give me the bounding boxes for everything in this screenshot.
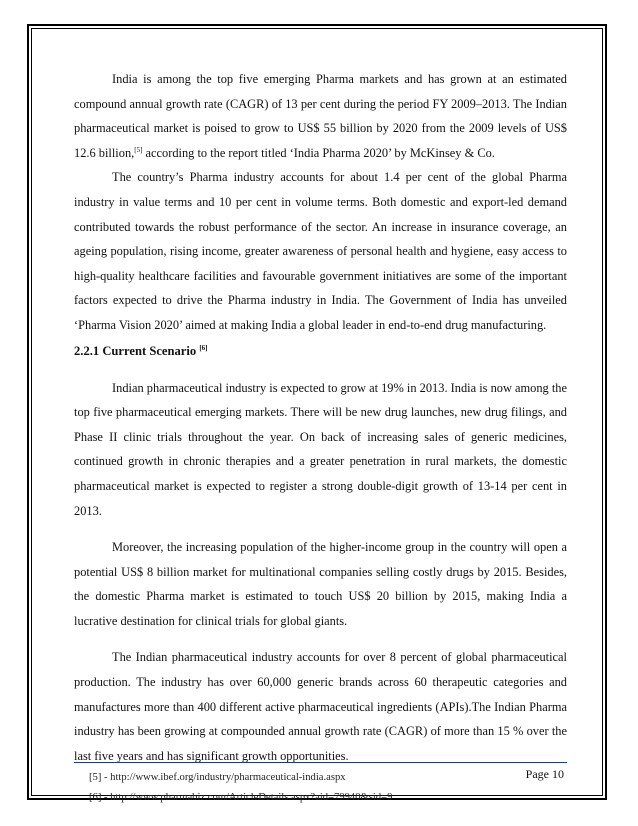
paragraph-india-emerging-market	[74, 67, 567, 165]
paragraph-text: according to the report titled ‘India Pharma 2020’ by McKinsey & Co.	[142, 145, 495, 160]
paragraph-growth-2013: Indian pharmaceutical industry is expected to grow at 19% in 2013. India is now among the top five pharmaceutical emerging markets. There will be new drug launches, new drug filings, and Phase II clinic trials throughout the year. On back of increasing sales of generic medicines, continued growth in chronic therapies and a greater penetration in rural markets, the domestic pharmaceutical market is expected to register a strong double-digit growth of 13-14 per cent in 2013.	[74, 380, 567, 518]
references-list	[74, 768, 567, 808]
paragraph-text: India is among the top five emerging Pharma markets and has grown at an estimated compound annual growth rate (CAGR) of 13 per cent during the period FY 2009–2013. The Indian pharmaceutical market is poised to grow to US$ 55 billion by 2020 from the 2009 levels of US$ 12.6 billion,	[74, 72, 567, 160]
page-number: Page 10	[525, 767, 564, 781]
paragraph-pharma-industry-share: The country’s Pharma industry accounts for about 1.4 per cent of the global Pharma industry in value terms and 10 per cent in volume terms. Both domestic and export-led demand contributed towards the robust performance of the sector. An increase in insurance coverage, an ageing population, rising income, greater awareness of personal health and hygiene, easy access to high-quality healthcare facilities and favourable government initiatives are some of the important factors expected to drive the Pharma industry in India. The Government of India has unveiled ‘Pharma Vision 2020’ aimed at making India a global leader in end-to-end drug manufacturing.	[74, 170, 567, 332]
citation-5: [5]	[134, 145, 143, 154]
footer-rule	[74, 762, 567, 763]
paragraph-higher-income: Moreover, the increasing population of the higher-income group in the country will open a potential US$ 8 billion market for multinational companies selling costly drugs by 2015. Besides, the domestic Pharma market is estimated to touch US$ 20 billion by 2015, making India a lucrative destination for clinical trials for global giants.	[74, 540, 567, 628]
reference-item: [5] - http://www.ibef.org/industry/pharmaceutical-india.aspx	[89, 772, 346, 784]
reference-item: [6] - http://www.pharmabiz.com/ArticleDetails.aspx?aid=79940&sid=9	[89, 792, 393, 804]
paragraph-global-production: The Indian pharmaceutical industry accounts for over 8 percent of global pharmaceutical production. The industry has over 60,000 generic brands across 60 therapeutic categories and manufactures more than 400 different active pharmaceutical ingredients (APIs).The Indian Pharma industry has been growing at compounded annual growth rate (CAGR) of more than 15 % over the last five years and has significant growth opportunities.	[74, 650, 567, 763]
heading-text: 2.2.1 Current Scenario	[74, 343, 200, 358]
section-heading-current-scenario	[74, 338, 567, 364]
citation-6: [6]	[199, 343, 208, 352]
document-body	[74, 67, 567, 808]
